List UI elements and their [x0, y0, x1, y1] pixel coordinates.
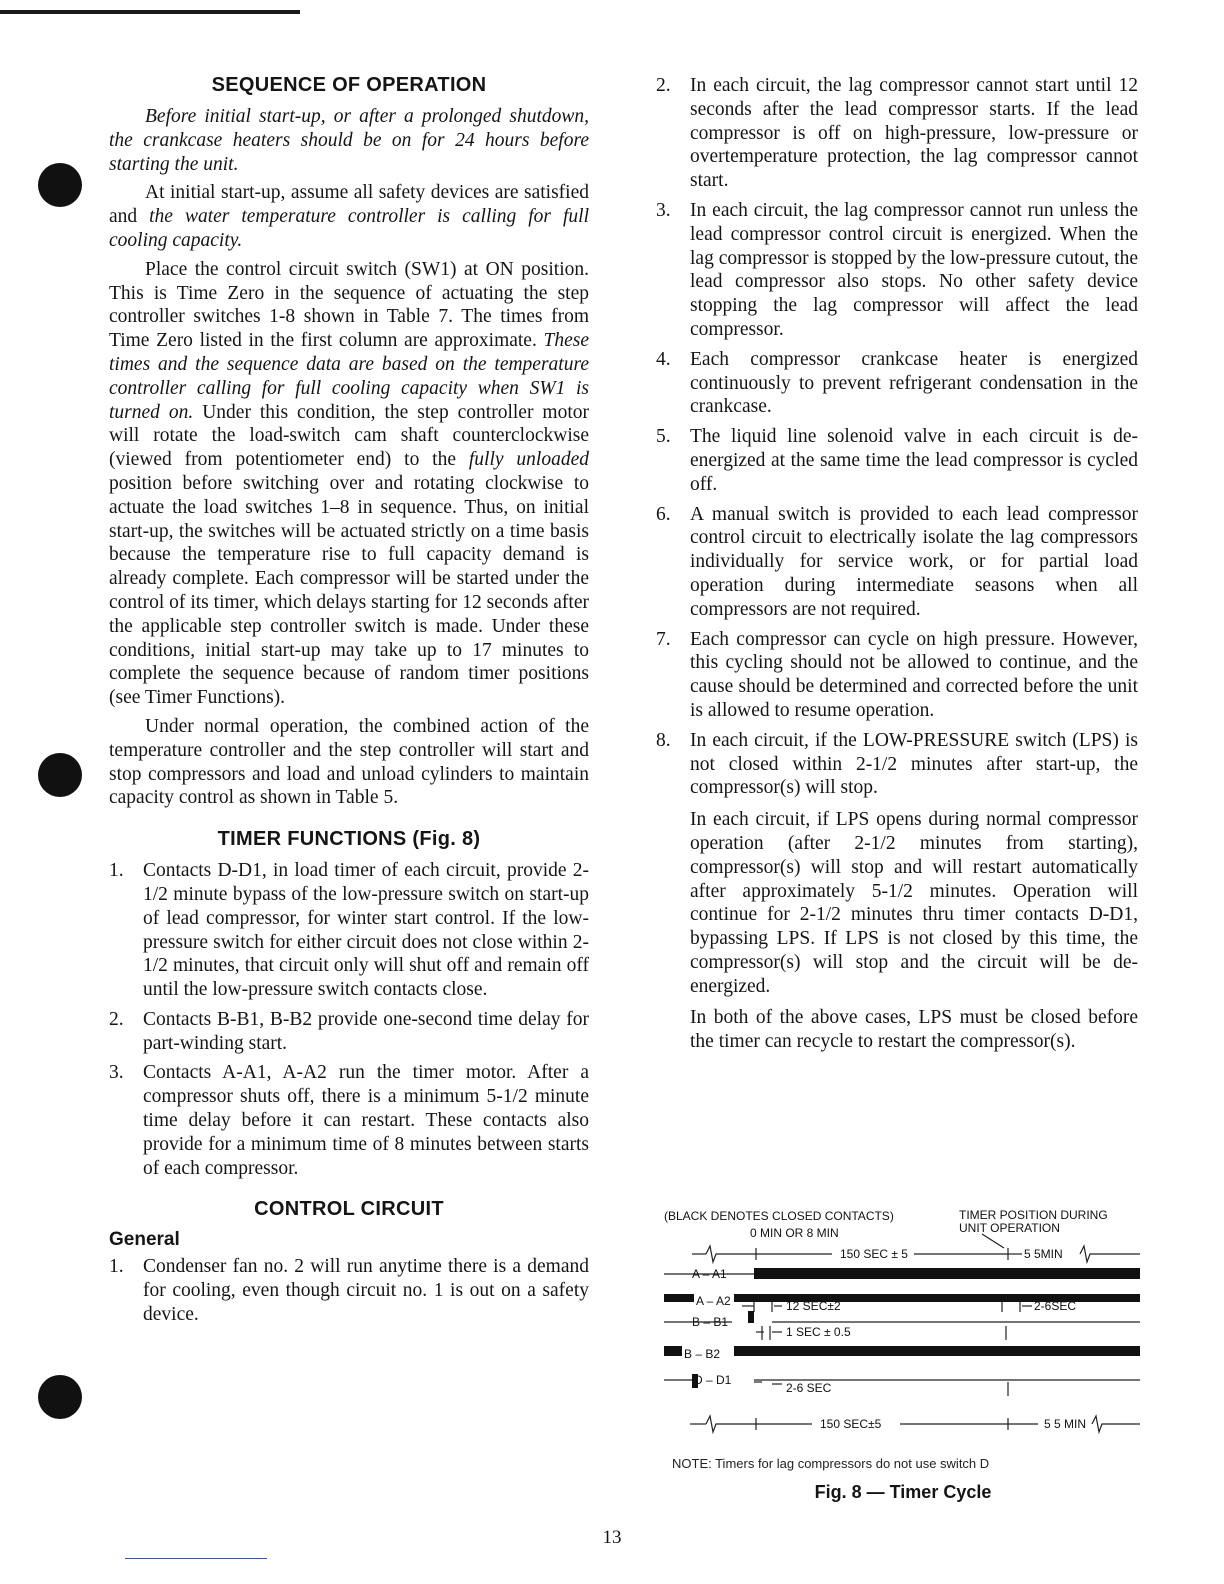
timer-cycle-diagram	[662, 1206, 1144, 1446]
list-item: 7. Each compressor can cycle on high pressure. However, this cycling should not be allowed to continue, and the cause should be determined and corrected before the unit is allowed to resume operation.	[656, 628, 1138, 721]
timer-functions-heading: TIMER FUNCTIONS (Fig. 8)	[217, 828, 481, 851]
page-number: 13	[602, 1527, 622, 1548]
sequence-paragraph-4: Under normal operation, the combined action of the temperature controller and the step controller will start and stop compressors and load and unload cylinders to maintain capacity control as shown in Table 5.	[109, 715, 589, 809]
a-a2-label: A – A2	[696, 1294, 731, 1308]
list-item: 1. Condenser fan no. 2 will run anytime there is a demand for cooling, even though circuit no. 1 is out on a safety device.	[109, 1256, 589, 1326]
figure-note: NOTE: Timers for lag compressors do not use switch D	[672, 1456, 990, 1471]
timer-functions-list	[109, 859, 589, 1180]
figure-caption: Fig. 8 — Timer Cycle	[814, 1482, 992, 1502]
control-circuit-list	[109, 1255, 589, 1326]
b-b1-delay-label: 1 SEC ± 0.5	[786, 1325, 851, 1339]
break-symbol	[1080, 1246, 1140, 1262]
list-item: 4. Each compressor crankcase heater is energized continuously to prevent refrigerant condensation in the crankcase.	[656, 348, 1138, 418]
general-subheading: General	[109, 1229, 180, 1251]
pointer-arrow	[982, 1234, 1004, 1248]
d-d1-label: D – D1	[694, 1373, 732, 1387]
bottom-rule	[125, 1558, 267, 1559]
a-a2-delay-label: 12 SEC±2	[786, 1299, 841, 1313]
sequence-paragraph-1: Before initial start-up, or after a prolonged shutdown, the crankcase heaters should be on for 24 hours before starting the unit.	[109, 106, 589, 175]
sequence-paragraph-3: Place the control circuit switch (SW1) at ON position. This is Time Zero in the sequence of actuating the step controller switches 1-8 shown in Table 7. The times from Time Zero listed in the first column are approximate. These times and the sequence data are based on the temperature controller calling for full cooling capacity when SW1 is turned on. Under this condition, the step controller motor will rotate the load-switch cam shaft counterclockwise (viewed from potentiometer end) to the fully unloaded position before switching over and rotating clockwise to actuate the load switches 1–8 in sequence. Thus, on initial start-up, the switches will be actuated strictly on a time basis because the temperature rise to full capacity demand is already complete. Each compressor will be started under the control of its timer, which delays starting for 12 seconds after the applicable step controller switch is made. Under these conditions, initial start-up may take up to 17 minutes to complete the sequence because of random timer positions (see Timer Functions).	[109, 258, 589, 709]
punch-hole-bottom	[38, 1375, 82, 1419]
list-item: 3. Contacts A-A1, A-A2 run the timer motor. After a compressor shuts off, there is a minimum 5-1/2 minute time delay before it can restart. These contacts also provide for a minimum time of 8 minutes between starts of each compressor.	[109, 1062, 589, 1179]
b-b2-closed-bar-right	[734, 1346, 1140, 1356]
list-item: 8. In each circuit, if the LOW-PRESSURE switch (LPS) is not closed within 2-1/2 minutes after start-up, the compressor(s) will stop.	[656, 729, 1138, 799]
b-b2-label: B – B2	[684, 1347, 721, 1361]
list-item: 3. In each circuit, the lag compressor cannot run unless the lead compressor control circuit is energized. When the lag compressor is stopped by the low-pressure cutout, the lead compressor also stops. No other safety device stopping the lag compressor will affect the lead compressor.	[656, 199, 1138, 340]
d-d1-delay-label: 2-6 SEC	[786, 1381, 832, 1395]
break-symbol	[706, 1246, 756, 1262]
sequence-paragraph-2: At initial start-up, assume all safety devices are satisfied and the water temperature controller is calling for full cooling capacity.	[109, 182, 589, 251]
bottom-span-end-label: 5 5 MIN	[1044, 1417, 1087, 1431]
timer-cycle-figure	[662, 1206, 1144, 1506]
list-item: 6. A manual switch is provided to each lead compressor control circuit to electrically isolate the lag compressors individually for service work, or for partial load operation during intermediate seasons when all compressors are not required.	[656, 503, 1138, 620]
a-a2-second-delay-label: 2-6SEC	[1034, 1299, 1077, 1313]
punch-hole-top	[38, 163, 82, 207]
control-circuit-heading: CONTROL CIRCUIT	[254, 1198, 444, 1221]
a-a1-closed-bar	[754, 1268, 1140, 1279]
break-symbol	[1092, 1416, 1140, 1432]
punch-hole-middle	[38, 753, 82, 797]
break-symbol	[706, 1416, 756, 1432]
list-item: 2. In each circuit, the lag compressor cannot start until 12 seconds after the lead compressor starts. If the lead compressor is off on high-pressure, low-pressure or overtemperature protection, the lag compressor cannot start.	[656, 75, 1138, 192]
figure-legend-timer-position: TIMER POSITION DURING	[959, 1208, 1108, 1222]
list-item: 2. Contacts B-B1, B-B2 provide one-second time delay for part-winding start.	[109, 1008, 589, 1054]
a-a2-closed-bar-segment	[748, 1311, 754, 1323]
top-span-label: 150 SEC ± 5	[840, 1247, 908, 1261]
figure-legend-zero-min: 0 MIN OR 8 MIN	[750, 1226, 839, 1240]
right-column	[656, 74, 1138, 1059]
list-item: 1. Contacts D-D1, in load timer of each circuit, provide 2-1/2 minute bypass of the low-pressure switch on start-up of lead compressor, for winter start control. If the low-pressure switch for either circuit does not close within 2-1/2 minutes, that circuit only will shut off and remain off until the low-pressure switch contacts close.	[109, 860, 589, 1001]
control-circuit-list-continued	[656, 74, 1138, 800]
bottom-span-label: 150 SEC±5	[820, 1417, 882, 1431]
top-rule	[0, 10, 300, 14]
item-8-paragraph-2: In each circuit, if LPS opens during normal compressor operation (after 2-1/2 minutes from starting), compressor(s) will stop and will restart automatically after approximately 5-1/2 minutes. Operation will continue for 2-1/2 minutes thru timer contacts D-D1, bypassing LPS. If LPS is not closed by this time, the compressor(s) will stop and the circuit will be de-energized.	[690, 809, 1138, 997]
b-b2-closed-bar-left	[664, 1346, 682, 1356]
item-8-paragraph-3: In both of the above cases, LPS must be closed before the timer can recycle to restart the compressor(s).	[690, 1007, 1138, 1053]
left-column	[109, 74, 589, 1335]
b-b1-label: B – B1	[692, 1315, 729, 1329]
list-item: 5. The liquid line solenoid valve in each circuit is de-energized at the same time the lead compressor is cycled off.	[656, 426, 1138, 495]
sequence-of-operation-heading: SEQUENCE OF OPERATION	[211, 74, 487, 96]
a-a2-closed-bar-left	[664, 1294, 694, 1302]
figure-legend-closed-contacts: (BLACK DENOTES CLOSED CONTACTS)	[664, 1209, 894, 1223]
figure-legend-unit-operation: UNIT OPERATION	[959, 1221, 1060, 1235]
a-a1-label: A – A1	[692, 1267, 727, 1281]
top-span-end-label: 5 5MIN	[1024, 1247, 1063, 1261]
